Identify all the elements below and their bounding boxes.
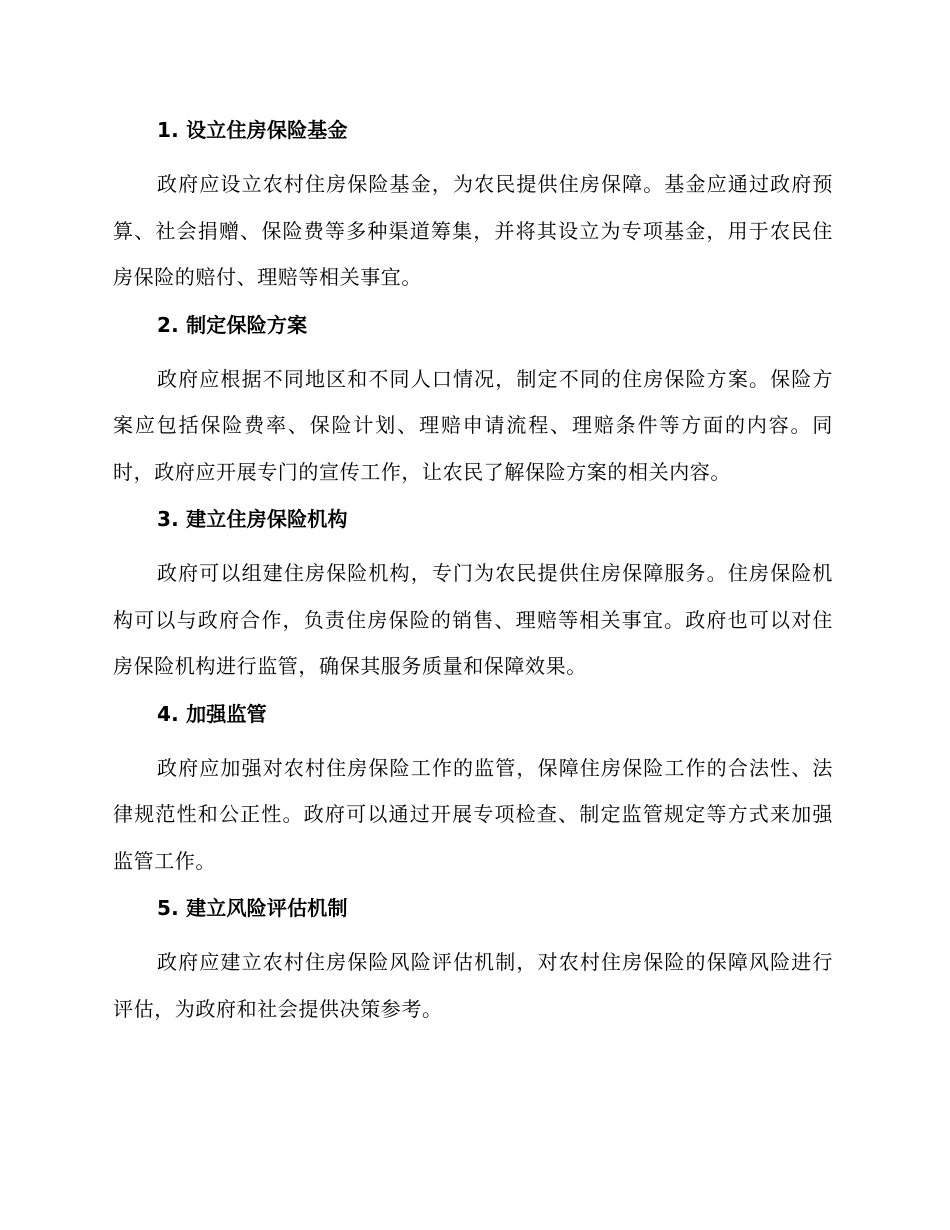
section-2 <box>113 307 833 496</box>
document-page <box>113 112 833 1032</box>
section-heading: 5. 建立风险评估机制 <box>157 896 348 920</box>
section-1 <box>113 112 833 301</box>
section-paragraph: 政府应设立农村住房保险基金，为农民提供住房保障。基金应通过政府预算、社会捐赠、保险费等多种渠道筹集，并将其设立为专项基金，用于农民住房保险的赔付、理赔等相关事宜。 <box>113 172 833 289</box>
section-4 <box>113 696 833 885</box>
section-heading: 1. 设立住房保险基金 <box>157 118 348 142</box>
section-heading: 2. 制定保险方案 <box>157 312 308 337</box>
section-paragraph: 政府应根据不同地区和不同人口情况，制定不同的住房保险方案。保险方案应包括保险费率、保险计划、理赔申请流程、理赔条件等方面的内容。同时，政府应开展专门的宣传工作，让农民了解保险方案的相关内容。 <box>113 366 833 484</box>
section-paragraph: 政府可以组建住房保险机构，专门为农民提供住房保障服务。住房保险机构可以与政府合作，负责住房保险的销售、理赔等相关事宜。政府也可以对住房保险机构进行监管，确保其服务质量和保障效果。 <box>113 561 833 678</box>
section-heading: 4. 加强监管 <box>157 701 267 726</box>
section-heading: 3. 建立住房保险机构 <box>157 507 348 531</box>
section-3 <box>113 501 833 690</box>
section-paragraph: 政府应加强对农村住房保险工作的监管，保障住房保险工作的合法性、法律规范性和公正性。政府可以通过开展专项检查、制定监管规定等方式来加强监管工作。 <box>113 755 833 873</box>
section-paragraph: 政府应建立农村住房保险风险评估机制，对农村住房保险的保障风险进行评估，为政府和社会提供决策参考。 <box>113 950 833 1021</box>
section-5 <box>113 890 833 1032</box>
